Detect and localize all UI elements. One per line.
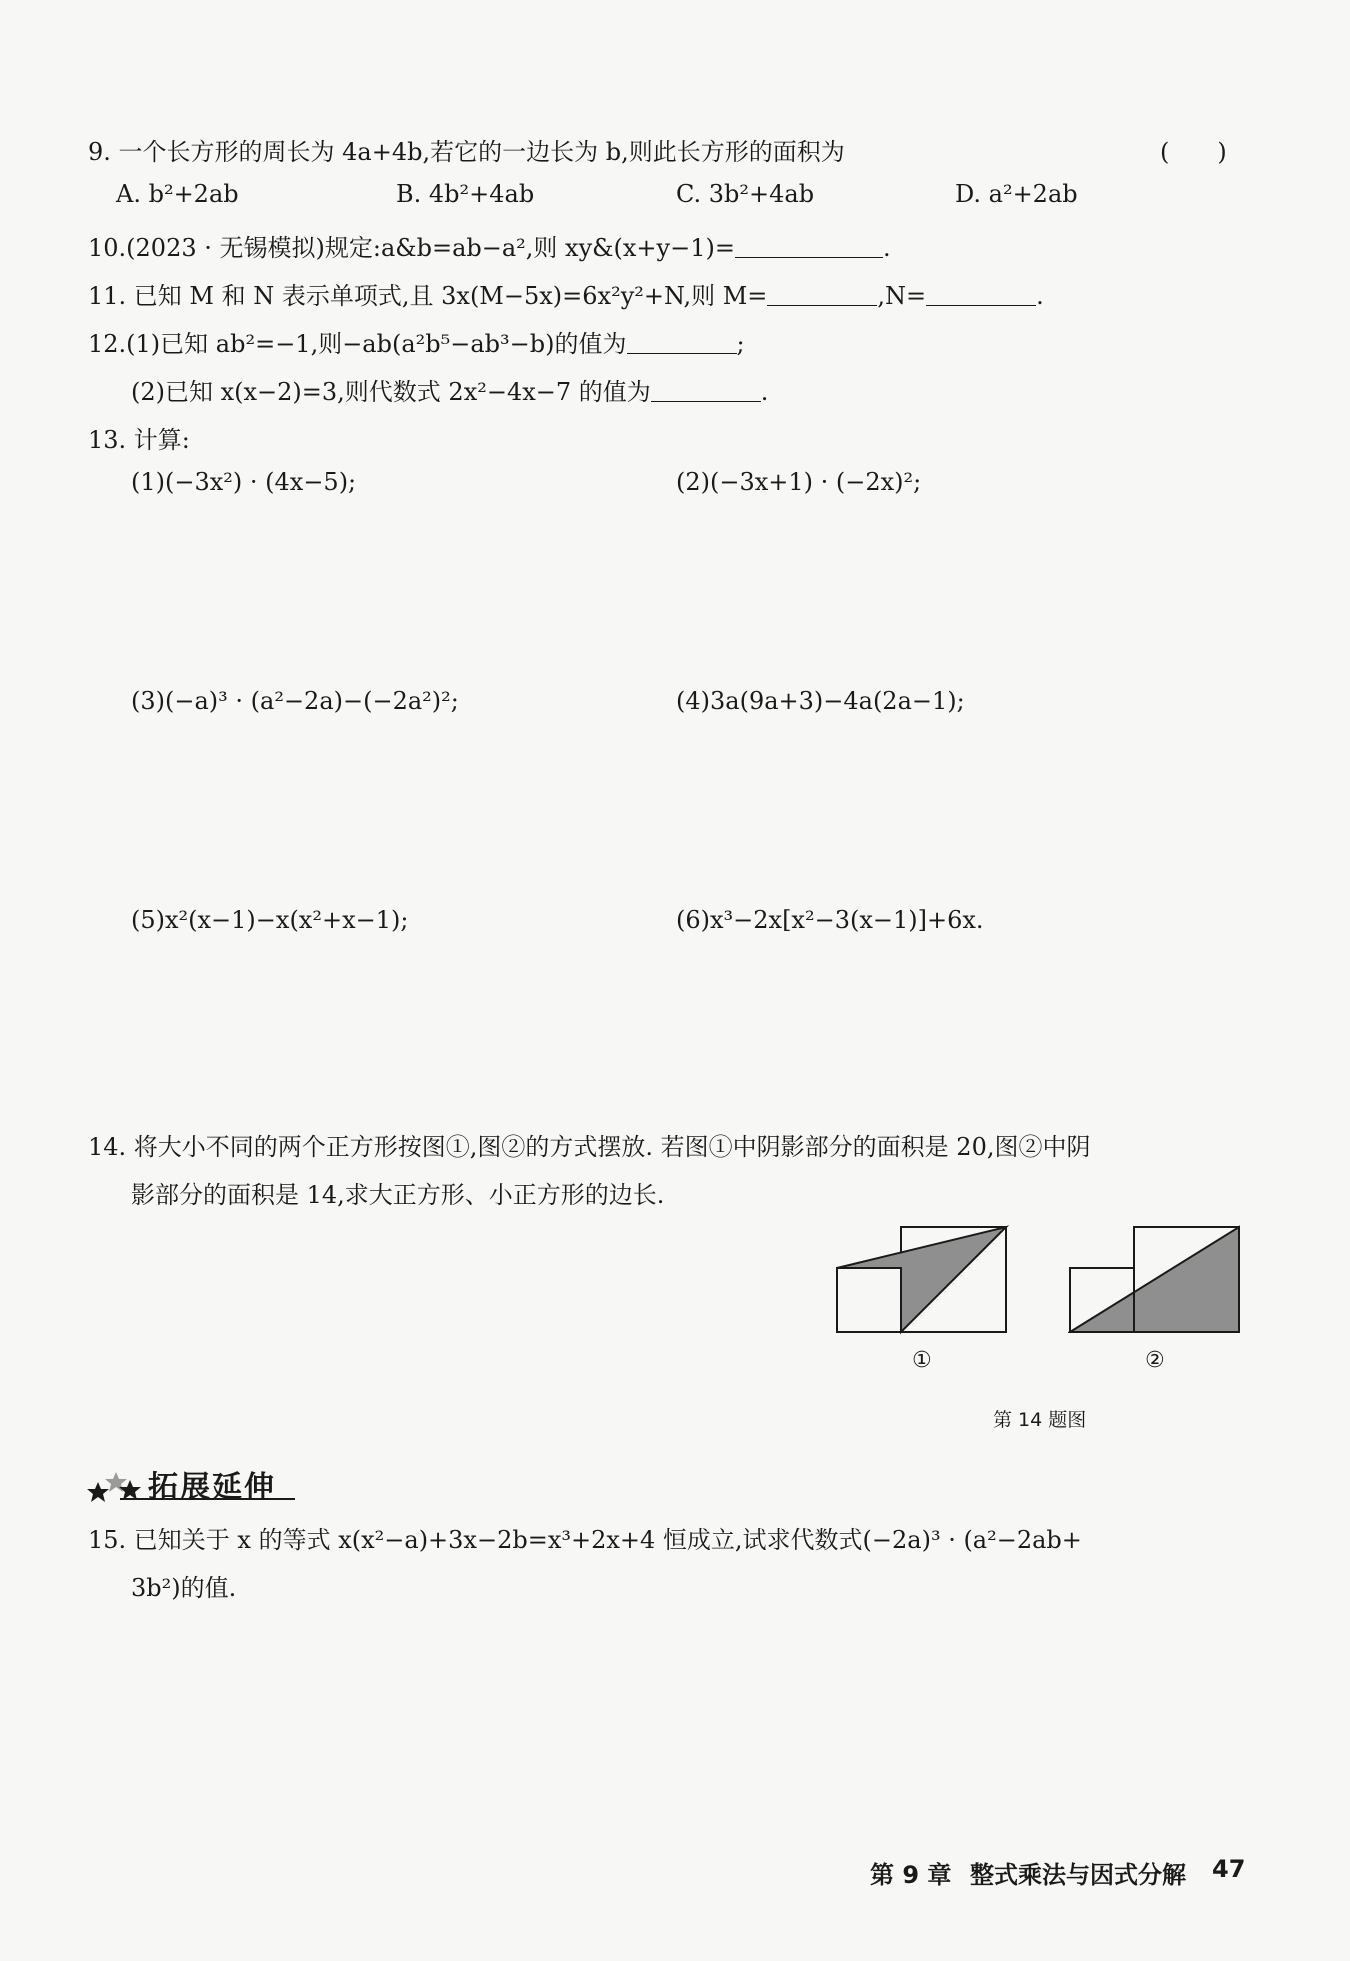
small-square: [837, 1268, 901, 1332]
figure-1-label: ①: [912, 1348, 932, 1373]
question-14-line1: 14. 将大小不同的两个正方形按图①,图②的方式摆放. 若图①中阴影部分的面积是 20,图②中阴: [88, 1133, 1091, 1161]
page-number: 47: [1212, 1855, 1246, 1883]
footer-title: 整式乘法与因式分解: [970, 1861, 1186, 1889]
question-9: [88, 132, 845, 167]
question-13-title: 13. 计算:: [88, 426, 190, 454]
footer-chapter: 第 9 章: [870, 1861, 952, 1889]
answer-blank[interactable]: [651, 379, 761, 402]
section-title: 拓展延伸: [148, 1470, 276, 1505]
question-12-part2: (2)已知 x(x−2)=3,则代数式 2x²−4x−7 的值为 .: [131, 378, 769, 406]
figure-1: [835, 1225, 1015, 1340]
option-a: A. b²+2ab: [116, 180, 239, 208]
answer-blank-n[interactable]: [926, 283, 1036, 306]
question-11: 11. 已知 M 和 N 表示单项式,且 3x(M−5x)=6x²y²+N,则 M= ,N= .: [88, 282, 1044, 310]
shaded-region: [1070, 1227, 1239, 1332]
question-11-text: 11. 已知 M 和 N 表示单项式,且 3x(M−5x)=6x²y²+N,则 M=: [88, 282, 768, 310]
answer-blank[interactable]: [627, 331, 737, 354]
calc-item-4: (4)3a(9a+3)−4a(2a−1);: [676, 687, 965, 715]
figure-caption: 第 14 题图: [993, 1409, 1087, 1431]
calc-item-3: (3)(−a)³ · (a²−2a)−(−2a²)²;: [131, 687, 459, 715]
calc-item-1: (1)(−3x²) · (4x−5);: [131, 468, 357, 496]
section-underline: [120, 1498, 295, 1500]
answer-blank[interactable]: [735, 235, 883, 258]
question-9-text: 9. 一个长方形的周长为 4a+4b,若它的一边长为 b,则此长方形的面积为: [88, 138, 845, 166]
shaded-region: [837, 1227, 1006, 1332]
question-15-line1: 15. 已知关于 x 的等式 x(x²−a)+3x−2b=x³+2x+4 恒成立,试求代数式(−2a)³ · (a²−2ab+: [88, 1526, 1082, 1554]
calc-item-6: (6)x³−2x[x²−3(x−1)]+6x.: [676, 906, 984, 934]
figure-2-label: ②: [1145, 1348, 1165, 1373]
option-b: B. 4b²+4ab: [396, 180, 535, 208]
option-d: D. a²+2ab: [955, 180, 1078, 208]
question-14-line2: 影部分的面积是 14,求大正方形、小正方形的边长.: [131, 1181, 665, 1209]
answer-bracket: ( ): [1160, 138, 1227, 166]
question-10-text: 10.(2023 · 无锡模拟)规定:a&b=ab−a²,则 xy&(x+y−1)=: [88, 234, 735, 262]
option-c: C. 3b²+4ab: [676, 180, 815, 208]
answer-blank-m[interactable]: [767, 283, 877, 306]
question-10: 10.(2023 · 无锡模拟)规定:a&b=ab−a²,则 xy&(x+y−1)= .: [88, 234, 891, 262]
calc-item-2: (2)(−3x+1) · (−2x)²;: [676, 468, 922, 496]
calc-item-5: (5)x²(x−1)−x(x²+x−1);: [131, 906, 409, 934]
question-12-part1: 12.(1)已知 ab²=−1,则−ab(a²b⁵−ab³−b)的值为 ;: [88, 330, 745, 358]
question-15-line2: 3b²)的值.: [131, 1574, 237, 1602]
figure-2: [1068, 1225, 1248, 1340]
